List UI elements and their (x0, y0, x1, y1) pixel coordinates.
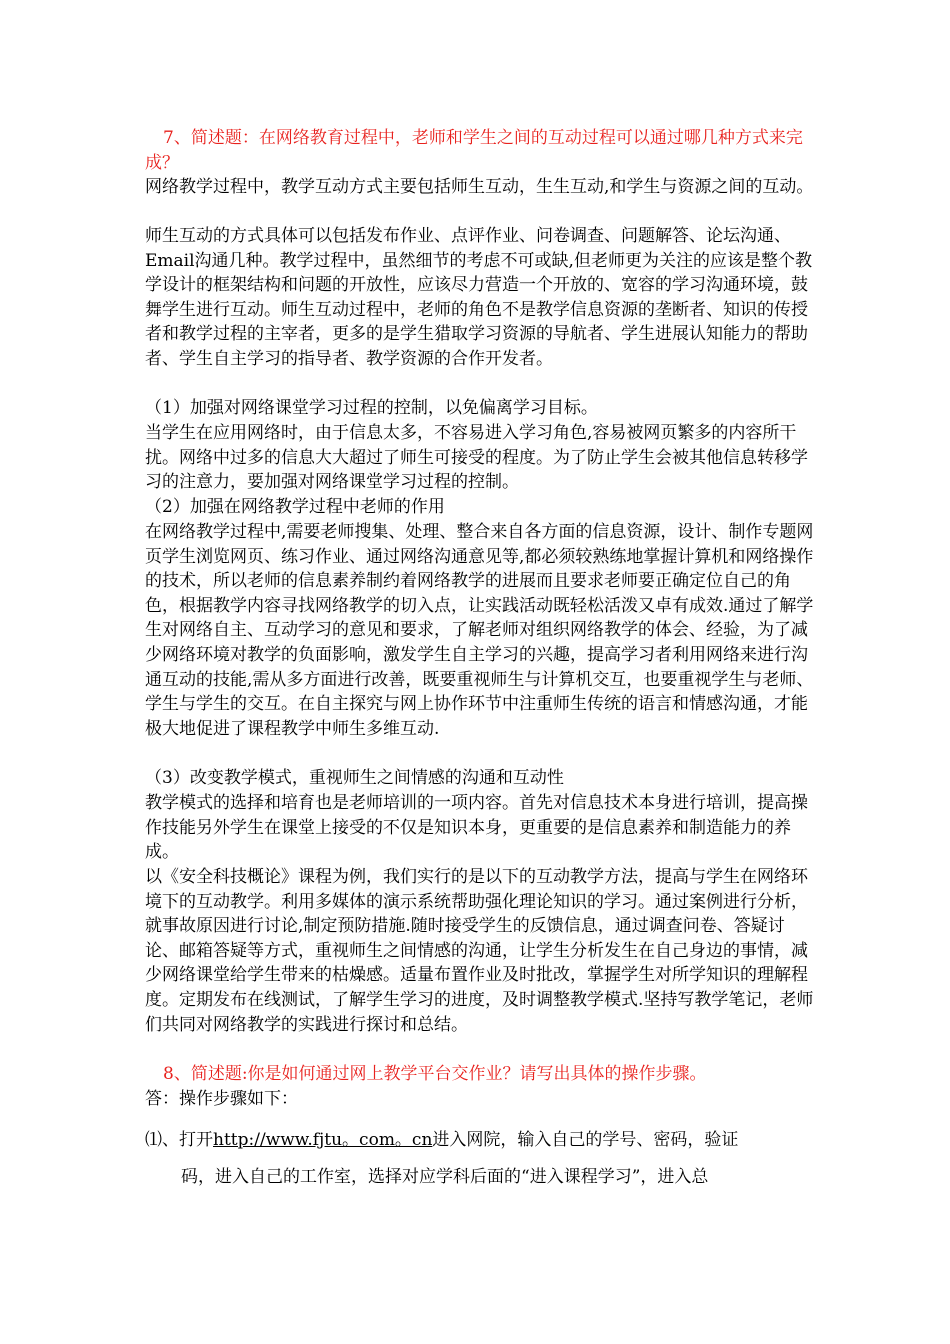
website-link[interactable]: http://www.fjtu。com。cn (213, 1130, 433, 1150)
q7-paragraph-1: 网络教学过程中，教学互动方式主要包括师生互动，生生互动,和学生与资源之间的互动。 (145, 177, 814, 197)
q7-heading-2: （2）加强在网络教学过程中老师的作用 (145, 497, 445, 517)
q7-paragraph-2: 师生互动的方式具体可以包括发布作业、点评作业、问卷调查、问题解答、论坛沟通、Email沟通几种。教学过程中，虽然细节的考虑不可或缺,但老师更为关注的应该是整个教学设计的框架结构和问题的开放性，应该尽力营造一个开放的、宽容的学习沟通环境，鼓舞学生进行互动。师生互动过程中，老师的角色不是教学信息资源的垄断者、知识的传授者和教学过程的主宰者，更多的是学生猎取学习资源的导航者、学生进展认知能力的帮助者、学生自主学习的指导者、教学资源的合作开发者。 (145, 226, 812, 369)
step-1-prefix: ⑴、打开 (145, 1130, 213, 1150)
q7-heading-3: （3）改变教学模式，重视师生之间情感的沟通和互动性 (145, 768, 564, 788)
question-7-title: 7、简述题：在网络教育过程中，老师和学生之间的互动过程可以通过哪几种方式来完成？ (145, 128, 803, 173)
question-8-title: 8、简述题:你是如何通过网上教学平台交作业？请写出具体的操作步骤。 (163, 1064, 707, 1084)
q7-paragraph-4: 在网络教学过程中,需要老师搜集、处理、整合来自各方面的信息资源，设计、制作专题网页学生浏览网页、练习作业、通过网络沟通意见等,都必须较熟练地掌握计算机和网络操作的技术，所以老师的信息素养制约着网络教学的进展而且要求老师要正确定位自己的角色，根据教学内容寻找网络教学的切入点，让实践活动既轻松活泼又卓有成效.通过了解学生对网络自主、互动学习的意见和要求，了解老师对组织网络教学的体会、经验，为了减少网络环境对教学的负面影响，激发学生自主学习的兴趣，提高学习者利用网络来进行沟通互动的技能,需从多方面进行改善，既要重视师生与计算机交互，也要重视学生与老师、学生与学生的交互。在自主探究与网上协作环节中注重师生传统的语言和情感沟通，才能极大地促进了课程教学中师生多维互动. (145, 522, 814, 739)
q7-paragraph-3: 当学生在应用网络时，由于信息太多，不容易进入学习角色,容易被网页繁多的内容所干扰。网络中过多的信息大大超过了师生可接受的程度。为了防止学生会被其他信息转移学习的注意力，要加强对网络课堂学习过程的控制。 (145, 423, 808, 493)
q8-answer-intro: 答：操作步骤如下： (145, 1089, 298, 1109)
q7-paragraph-6: 以《安全科技概论》课程为例，我们实行的是以下的互动教学方法，提高与学生在网络环境下的互动教学。利用多媒体的演示系统帮助强化理论知识的学习。通过案例进行分析，就事故原因进行讨论,制定预防措施.随时接受学生的反馈信息，通过调查问卷、答疑讨论、邮箱答疑等方式，重视师生之间情感的沟通，让学生分析发生在自己身边的事情，减少网络课堂给学生带来的枯燥感。适量布置作业及时批改，掌握学生对所学知识的理解程度。定期发布在线测试，了解学生学习的进度，及时调整教学模式.坚持写教学笔记，老师们共同对网络教学的实践进行探讨和总结。 (145, 867, 814, 1035)
q8-step-1 (145, 1128, 817, 1153)
q7-heading-1: （1）加强对网络课堂学习过程的控制，以免偏离学习目标。 (145, 398, 598, 418)
q8-step-1-continuation: 码，进入自己的工作室，选择对应学科后面的“进入课程学习”，进入总 (181, 1167, 709, 1187)
q7-paragraph-5: 教学模式的选择和培育也是老师培训的一项内容。首先对信息技术本身进行培训，提高操作技能另外学生在课堂上接受的不仅是知识本身，更重要的是信息素养和制造能力的养成。 (145, 793, 808, 863)
step-1-text: 进入网院，输入自己的学号、密码，验证 (432, 1130, 739, 1150)
